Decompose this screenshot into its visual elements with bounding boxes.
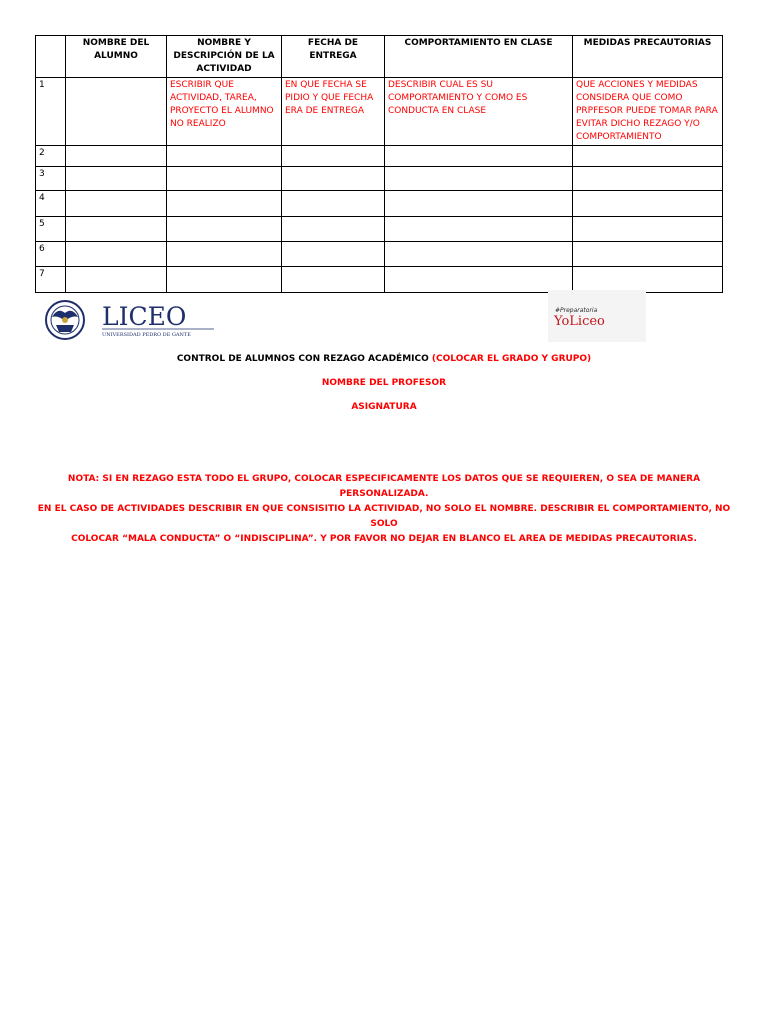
cell-fecha[interactable] [282,191,385,217]
cell-medidas[interactable] [573,267,723,293]
svg-text:LICEO: LICEO [102,302,187,331]
cell-alumno[interactable] [66,242,167,267]
svg-text:UNIVERSIDAD PEDRO DE GANTE: UNIVERSIDAD PEDRO DE GANTE [102,332,191,338]
table-row [36,242,723,267]
cell-actividad[interactable] [167,191,282,217]
document-title: CONTROL DE ALUMNOS CON REZAGO ACADÉMICO (COLOCAR EL GRADO Y GRUPO) [176,354,592,364]
asignatura-label: ASIGNATURA [351,402,417,412]
nota-line: COLOCAR “MALA CONDUCTA” O “INDISCIPLINA”. Y POR FAVOR NO DEJAR EN BLANCO EL AREA DE MEDIDAS PRECAUTORIAS. [71,534,697,544]
row-number: 5 [36,217,66,242]
cell-fecha[interactable] [282,167,385,191]
cell-comportamiento[interactable]: DESCRIBIR CUAL ES SU COMPORTAMIENTO Y COMO ES CONDUCTA EN CLASE [385,78,573,146]
row-number: 6 [36,242,66,267]
row-number: 7 [36,267,66,293]
cell-medidas[interactable] [573,146,723,167]
table-row [36,217,723,242]
liceo-logo [42,299,222,341]
header-cell-medidas: MEDIDAS PRECAUTORIAS [573,36,723,78]
row-number: 3 [36,167,66,191]
header-cell-alumno: NOMBRE DEL ALUMNO [66,36,167,78]
svg-text:#Preparatoria: #Preparatoria [555,307,598,314]
header-cell-fecha: FECHA DE ENTREGA [282,36,385,78]
header-cell-actividad: NOMBRE Y DESCRIPCIÓN DE LA ACTIVIDAD [167,36,282,78]
table-row [36,267,723,293]
cell-fecha[interactable] [282,242,385,267]
cell-fecha[interactable] [282,146,385,167]
row-number: 1 [36,78,66,146]
nota-paragraph [30,472,738,547]
cell-comportamiento[interactable] [385,146,573,167]
cell-medidas[interactable] [573,217,723,242]
cell-alumno[interactable] [66,267,167,293]
cell-actividad[interactable] [167,167,282,191]
cell-fecha[interactable] [282,267,385,293]
row-number: 4 [36,191,66,217]
cell-alumno[interactable] [66,191,167,217]
table-header-row [36,36,723,78]
rezago-table [35,35,723,293]
svg-text:YoLiceo: YoLiceo [554,314,605,329]
cell-comportamiento[interactable] [385,267,573,293]
cell-fecha[interactable]: EN QUE FECHA SE PIDIO Y QUE FECHA ERA DE ENTREGA [282,78,385,146]
cell-medidas[interactable]: QUE ACCIONES Y MEDIDAS CONSIDERA QUE COMO PRPFESOR PUEDE TOMAR PARA EVITAR DICHO REZAGO Y/O COMPORTAMIENTO [573,78,723,146]
cell-comportamiento[interactable] [385,191,573,217]
header-cell-comportamiento: COMPORTAMIENTO EN CLASE [385,36,573,78]
cell-medidas[interactable] [573,242,723,267]
cell-comportamiento[interactable] [385,217,573,242]
profesor-label: NOMBRE DEL PROFESOR [321,378,447,388]
cell-actividad[interactable] [167,146,282,167]
cell-medidas[interactable] [573,191,723,217]
table-row [36,78,723,146]
cell-alumno[interactable] [66,167,167,191]
cell-actividad[interactable] [167,267,282,293]
cell-medidas[interactable] [573,167,723,191]
yoliceo-badge-icon [548,290,646,342]
cell-actividad[interactable]: ESCRIBIR QUE ACTIVIDAD, TAREA, PROYECTO EL ALUMNO NO REALIZO [167,78,282,146]
row-number: 2 [36,146,66,167]
yoliceo-logo [548,290,646,342]
cell-actividad[interactable] [167,242,282,267]
cell-comportamiento[interactable] [385,242,573,267]
cell-fecha[interactable] [282,217,385,242]
table-row [36,146,723,167]
cell-alumno[interactable] [66,146,167,167]
cell-comportamiento[interactable] [385,167,573,191]
liceo-crest-icon [42,299,222,341]
cell-alumno[interactable] [66,78,167,146]
cell-actividad[interactable] [167,217,282,242]
table-row [36,167,723,191]
title-highlight: (COLOCAR EL GRADO Y GRUPO) [431,354,592,364]
nota-line: EN EL CASO DE ACTIVIDADES DESCRIBIR EN QUE CONSISITIO LA ACTIVIDAD, NO SOLO EL NOMBRE. DESCRIBIR EL COMPORTAMIENTO, NO SOLO [37,504,731,529]
header-cell-index [36,36,66,78]
table-row [36,191,723,217]
cell-alumno[interactable] [66,217,167,242]
nota-line: NOTA: SI EN REZAGO ESTA TODO EL GRUPO, COLOCAR ESPECIFICAMENTE LOS DATOS QUE SE REQUIEREN, O SEA DE MANERA PERSONALIZADA. [67,474,701,499]
